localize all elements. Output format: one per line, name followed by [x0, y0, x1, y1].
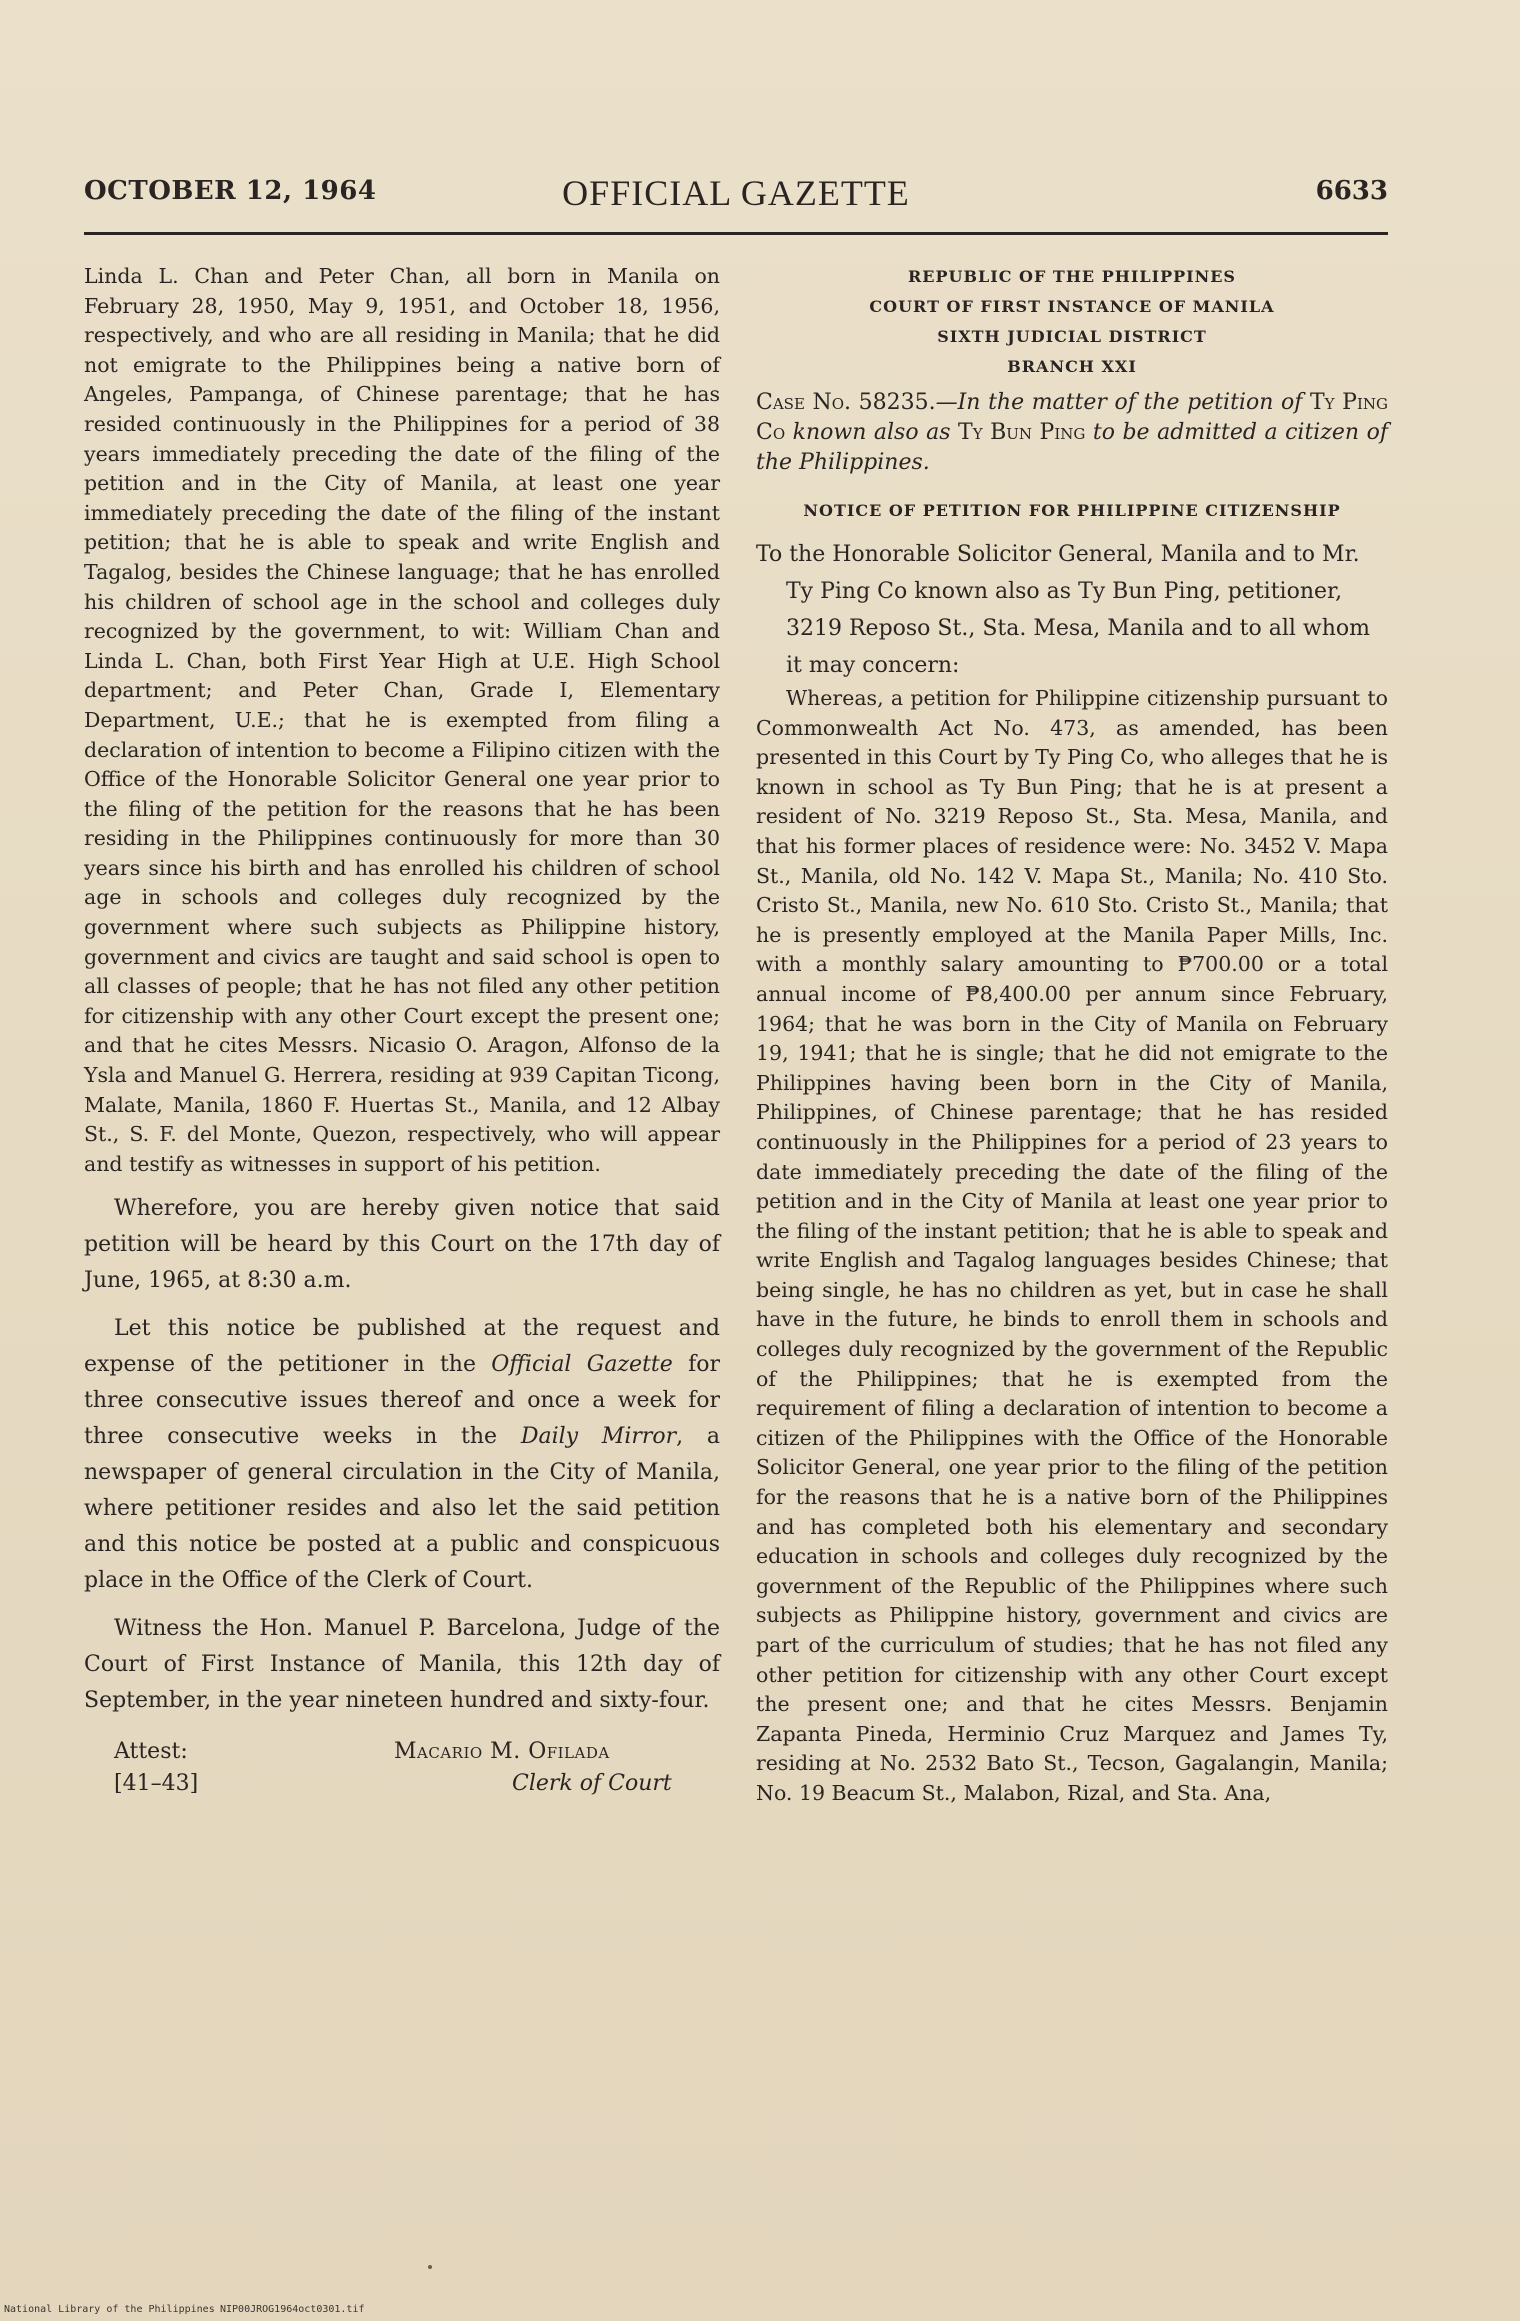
- addressees-paragraph: To the Honorable Solicitor General, Manila and to Mr. Ty Ping Co known also as Ty Bun Ping, petitioner, 3219 Reposo St., Sta. Mesa, Manila and to all whom it may concern:: [756, 542, 1370, 678]
- publication-title: OFFICIAL GAZETTE: [562, 173, 910, 213]
- petitioner-alias: Ty Bun Ping: [958, 420, 1086, 445]
- signatory-title: Clerk of Court: [512, 1771, 672, 1797]
- daily-mirror-title: Daily Mirror: [520, 1424, 677, 1450]
- right-column: [756, 262, 1388, 1809]
- petitioner-name: Ty Ping Co: [756, 390, 1388, 445]
- attestation-block: [84, 1737, 720, 1803]
- case-title-post: to be admitted a citizen of the Philippines.: [756, 420, 1388, 475]
- court-heading: [756, 262, 1388, 382]
- scan-filename: NIP00JROG1964oct0301.tif: [220, 2304, 365, 2315]
- hearing-notice: [84, 1191, 720, 1719]
- page-speck: [428, 2265, 432, 2269]
- attest-label: Attest:: [114, 1739, 188, 1765]
- court-heading-line: REPUBLIC OF THE PHILIPPINES: [908, 267, 1236, 286]
- whereas-paragraph: Whereas, a petition for Philippine citizenship pursuant to Commonwealth Act No. 473, as amended, has been presented in this Court by Ty Ping Co, who alleges that he is known in school as Ty Bun Ping; that he is at present a resident of No. 3219 Reposo St., Sta. Mesa, Manila, and that his former places of residence were: No. 3452 V. Mapa St., Manila, old No. 142 V. Mapa St., Manila; No. 410 Sto. Cristo St., Manila, new No. 610 Sto. Cristo St., Manila; that he is presently employed at the Manila Paper Mills, Inc. with a monthly salary amounting to ₱700.00 or a total annual income of ₱8,400.00 per annum since February, 1964; that he was born in the City of Manila on February 19, 1941; that he is single; that he did not emigrate to the Philippines having been born in the City of Manila, Philippines, of Chinese parentage; that he has resided continuously in the Philippines for a period of 23 years to date immediately preceding the date of the filing of the petition and in the City of Manila at least one year prior to the filing of the instant petition; that he is able to speak and write English and Tagalog languages besides Chinese; that being single, he has no children as yet, but in case he shall have in the future, he binds to enroll them in schools and colleges duly recognized by the government of the Republic of the Philippines; that he is exempted from the requirement of filing a declaration of intention to become a citizen of the Philippines with the Office of the Honorable Solicitor General, one year prior to the filing of the petition for the reasons that he is a native born of the Philippines and has completed both his elementary and secondary education in schools and colleges duly recognized by the government of the Republic of the Philippines where such subjects as Philippine history, government and civics are part of the curriculum of studies; that he has not filed any other petition for citizenship with any other Court except the present one; and that he cites Messrs. Benjamin Zapanta Pineda, Herminio Cruz Marquez and James Ty, residing at No. 2532 Bato St., Tecson, Gagalangin, Manila; No. 19 Beacum St., Malabon, Rizal, and Sta. Ana,: [756, 686, 1388, 1805]
- issue-date: OCTOBER 12, 1964: [84, 176, 377, 206]
- notice-title: NOTICE OF PETITION FOR PHILIPPINE CITIZENSHIP: [803, 501, 1341, 520]
- header-rule: [84, 232, 1388, 235]
- publish-text-pre: Let this notice be published at the request and expense of the petitioner in the: [84, 1316, 720, 1378]
- case-caption: [756, 388, 1388, 478]
- case-number: Case No. 58235.: [756, 390, 936, 415]
- witness-paragraph: Witness the Hon. Manuel P. Barcelona, Judge of the Court of First Instance of Manila, this 12th day of September, in the year nineteen hundred and sixty-four.: [84, 1616, 720, 1714]
- left-column: [84, 262, 720, 1803]
- case-title-pre: —In the matter of the petition of: [935, 390, 1310, 415]
- wherefore-paragraph: Wherefore, you are hereby given notice that said petition will be heard by this Court on the 17th day of June, 1965, at 8:30 a.m.: [84, 1196, 720, 1294]
- issue-numbers: [41–43]: [114, 1771, 199, 1797]
- page-header: [84, 173, 1388, 224]
- court-heading-line: COURT OF FIRST INSTANCE OF MANILA: [869, 297, 1275, 316]
- continued-petition-text: Linda L. Chan and Peter Chan, all born in Manila on February 28, 1950, May 9, 1951, and October 18, 1956, respectively, and who are all residing in Manila; that he did not emigrate to the Philippines being a native born of Angeles, Pampanga, of Chinese parentage; that he has resided continuously in the Philippines for a period of 38 years immediately preceding the date of the filing of the petition and in the City of Manila, at least one year immediately preceding the date of the filing of the instant petition; that he is able to speak and write English and Tagalog, besides the Chinese language; that he has enrolled his children of school age in the school and colleges duly recognized by the government, to wit: William Chan and Linda L. Chan, both First Year High at U.E. High School department; and Peter Chan, Grade I, Elementary Department, U.E.; that he is exempted from filing a declaration of intention to become a Filipino citizen with the Office of the Honorable Solicitor General one year prior to the filing of the petition for the reasons that he has been residing in the Philippines continuously for more than 30 years since his birth and has enrolled his children of school age in schools and colleges duly recognized by the government where such subjects as Philippine history, government and civics are taught and said school is open to all classes of people; that he has not filed any other petition for citizenship with any other Court except the present one; and that he cites Messrs. Nicasio O. Aragon, Alfonso de la Ysla and Manuel G. Herrera, residing at 939 Capitan Ticong, Malate, Manila, 1860 F. Huertas St., Manila, and 12 Albay St., S. F. del Monte, Quezon, respectively, who will appear and testify as witnesses in support of his petition.: [84, 264, 720, 1176]
- court-heading-line: SIXTH JUDICIAL DISTRICT: [937, 327, 1207, 346]
- library-credit: National Library of the Philippines: [4, 2304, 215, 2315]
- court-heading-line: BRANCH XXI: [1007, 357, 1137, 376]
- official-gazette-title: Official Gazette: [491, 1352, 673, 1378]
- publication-order-paragraph: [84, 1311, 720, 1599]
- case-title-mid: known also as: [785, 420, 959, 445]
- publish-text-mid: for three consecutive issues thereof and once a week for three consecutive weeks in the: [84, 1352, 720, 1450]
- page-number: 6633: [1315, 176, 1388, 206]
- publish-text-post: , a newspaper of general circulation in the City of Manila, where petitioner resides and also let the said petition and this notice be posted at a public and conspicuous place in the Office of the Clerk of Court.: [84, 1424, 720, 1594]
- signatory-name: Macario M. Ofilada: [394, 1739, 610, 1765]
